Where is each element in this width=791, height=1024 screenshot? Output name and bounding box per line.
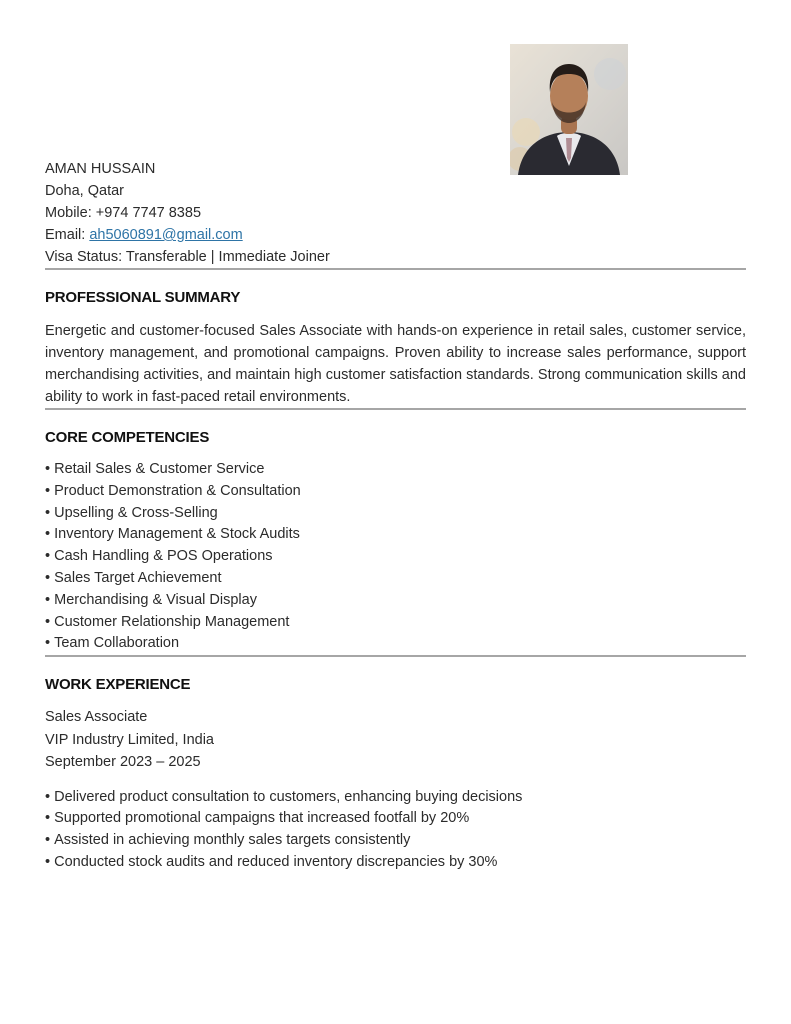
list-item: • Product Demonstration & Consultation bbox=[45, 481, 746, 503]
list-item: • Conducted stock audits and reduced inventory discrepancies by 30% bbox=[45, 852, 746, 874]
list-item: • Upselling & Cross-Selling bbox=[45, 503, 746, 525]
contact-email-line bbox=[45, 224, 746, 246]
list-item: • Supported promotional campaigns that increased footfall by 20% bbox=[45, 808, 746, 830]
section-divider bbox=[45, 655, 746, 657]
competencies-heading: CORE COMPETENCIES bbox=[45, 429, 210, 446]
list-item: • Cash Handling & POS Operations bbox=[45, 546, 746, 568]
section-divider bbox=[45, 408, 746, 410]
list-item: • Assisted in achieving monthly sales targets consistently bbox=[45, 830, 746, 852]
experience-heading: WORK EXPERIENCE bbox=[45, 676, 191, 694]
profile-photo-illustration bbox=[510, 44, 628, 175]
job-dates: September 2023 – 2025 bbox=[45, 754, 201, 771]
list-item: • Retail Sales & Customer Service bbox=[45, 459, 746, 481]
competency-list bbox=[45, 459, 746, 655]
profile-photo bbox=[510, 44, 628, 175]
contact-mobile: Mobile: +974 7747 8385 bbox=[45, 205, 202, 221]
section-divider bbox=[45, 268, 746, 270]
list-item: • Inventory Management & Stock Audits bbox=[45, 524, 746, 546]
list-item: • Merchandising & Visual Display bbox=[45, 590, 746, 612]
list-item: • Customer Relationship Management bbox=[45, 612, 746, 634]
contact-name: AMAN HUSSAIN bbox=[45, 161, 156, 177]
contact-email-link[interactable]: ah5060891@gmail.com bbox=[89, 227, 243, 243]
summary-paragraph: Energetic and customer-focused Sales Associate with hands-on experience in retail sales, customer service, inventory management, and promotional campaigns. Proven ability to increase sales performance, support merchandising activities, and maintain high customer satisfaction standards. Strong communication skills and ability to work in fast-paced retail environments. bbox=[45, 323, 746, 405]
contact-block bbox=[45, 0, 746, 268]
contact-visa-status: Visa Status: Transferable | Immediate Joiner bbox=[45, 249, 330, 265]
job-company: VIP Industry Limited, India bbox=[45, 731, 214, 748]
job-bullet-list bbox=[45, 787, 746, 874]
job-meta bbox=[45, 706, 746, 774]
contact-email-label: Email: bbox=[45, 227, 90, 243]
contact-location: Doha, Qatar bbox=[45, 183, 124, 199]
list-item: • Team Collaboration bbox=[45, 633, 746, 655]
list-item: • Delivered product consultation to customers, enhancing buying decisions bbox=[45, 787, 746, 809]
summary-heading: PROFESSIONAL SUMMARY bbox=[45, 289, 241, 306]
list-item: • Sales Target Achievement bbox=[45, 568, 746, 590]
job-role: Sales Associate bbox=[45, 709, 148, 726]
